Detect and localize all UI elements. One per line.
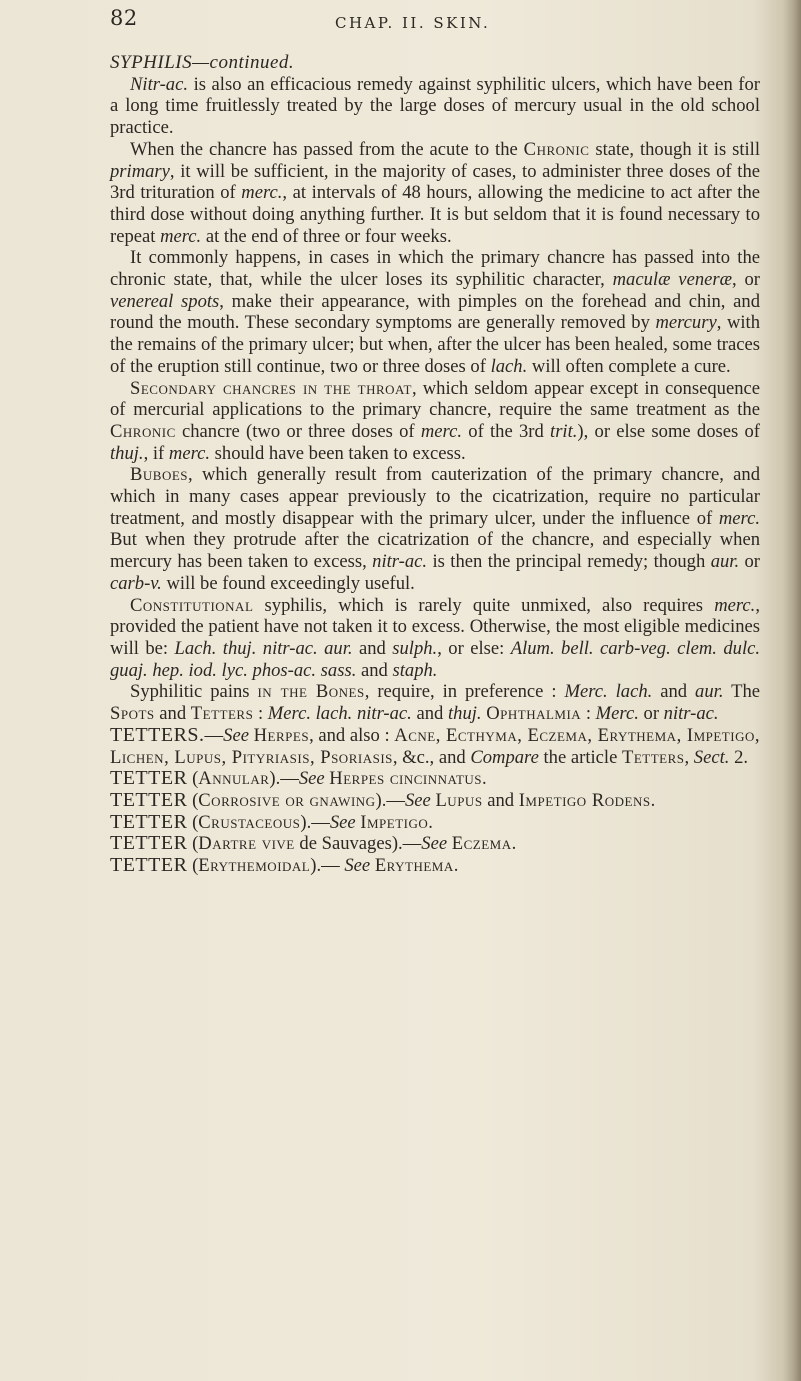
text-run: , make their appearance, with pimples on the forehead and chin, and round the mouth. These secondary symptoms are generally removed by: [110, 290, 760, 334]
text-run: , which generally result from cauterization of the primary chancre, and which in many cases appear previously to the cicatrization, require no particular treatment, and mostly disappear with the primary ulcer, under the influence of: [110, 464, 760, 529]
italic-run: Compare: [470, 746, 539, 768]
text-run: and: [652, 681, 696, 703]
italic-run: thuj.: [110, 442, 144, 464]
page-edge-shadow: [783, 0, 801, 1381]
text-run: ), or else some doses of: [577, 420, 760, 442]
italic-run: maculæ veneræ: [612, 269, 733, 291]
entry-headword: TETTERS.: [110, 723, 205, 746]
small-caps-run: Tetters: [621, 746, 685, 768]
paragraph: [110, 464, 760, 594]
small-caps-run: Corrosive or gnawing: [198, 789, 376, 811]
text-run: :: [253, 703, 268, 725]
text-run: —: [204, 724, 224, 746]
text-run: It commonly happens, in cases in which the primary chancre has passed into the chronic state, that, while the ulcer loses its syphilitic character,: [110, 247, 760, 291]
text-run: state, though it is still: [589, 138, 760, 160]
text-run: , or: [732, 269, 760, 291]
italic-run: See: [344, 855, 371, 877]
italic-run: nitr-ac.: [663, 703, 719, 725]
italic-run: Lach. thuj. nitr-ac. aur.: [174, 637, 353, 659]
italic-run: Nitr-ac.: [130, 73, 188, 95]
italic-run: merc.: [160, 225, 202, 247]
text-run: syphilis, which is rarely quite unmixed, also requires: [253, 594, 715, 616]
text-run: .: [482, 768, 487, 790]
paragraph: [110, 74, 760, 139]
italic-run: Merc. lach.: [564, 681, 653, 703]
italic-run: Merc.: [595, 703, 639, 725]
small-caps-run: Acne, Ecthyma, Eczema, Erythema, Impetigo, Lichen, Lupus, Pityriasis, Psoriasis: [110, 724, 760, 768]
text-run: When the chancre has passed from the acute to the: [130, 138, 524, 160]
text-run: and: [411, 703, 448, 725]
small-caps-run: Erythemoidal: [198, 855, 311, 877]
tetter-entry: [110, 790, 760, 812]
paragraph: [110, 247, 760, 377]
italic-run: merc.: [420, 420, 463, 442]
text-run: , at intervals of 48 hours, allowing the medicine to act after the third dose without doing anything further. It is but seldom that it is found necessary to repeat: [110, 182, 760, 247]
text-run: ).—: [375, 789, 405, 811]
small-caps-run: Annular: [198, 768, 270, 790]
text-run: de Sauvages).—: [294, 833, 422, 855]
italic-run: aur.: [710, 551, 740, 573]
text-run: should have been taken to excess.: [210, 442, 466, 464]
italic-run: Alum. bell. carb-veg. clem. dulc. guaj. hep. iod. lyc. phos-ac. sass.: [110, 637, 761, 681]
italic-run: lach.: [490, 355, 528, 377]
text-run: is then the principal remedy; though: [427, 551, 711, 573]
paragraph-list: [110, 74, 760, 725]
text-run: is also an efficacious remedy against syphilitic ulcers, which have been for a long time fruitlessly treated by the large doses of mercury usual in the old school practice.: [110, 73, 760, 139]
italic-run: See: [404, 789, 431, 811]
text-run: :: [581, 703, 596, 725]
text-run: and: [482, 789, 519, 811]
entry-headword: TETTER: [110, 810, 188, 833]
text-run: the article: [538, 746, 622, 768]
text-run: , require, in preference :: [364, 681, 565, 703]
entry-headword: TETTER: [110, 788, 188, 811]
text-run: will often complete a cure.: [527, 355, 731, 377]
italic-run: primary: [110, 160, 170, 182]
italic-run: merc.: [168, 442, 211, 464]
small-caps-run: Impetigo: [360, 811, 429, 833]
italic-run: Sect.: [693, 746, 730, 768]
small-caps-run: Impetigo Rodens: [518, 789, 651, 811]
text-run: or: [638, 703, 664, 725]
italic-run: See: [298, 768, 325, 790]
entry-headword: TETTER: [110, 832, 188, 855]
small-caps-run: Secondary chancres in the throat: [130, 377, 412, 399]
text-run: , or else:: [437, 637, 511, 659]
page-number: 82: [110, 6, 138, 30]
tetter-entry: [110, 768, 760, 790]
text-run: ).—: [300, 811, 330, 833]
text-run: The: [723, 681, 760, 703]
small-caps-run: Constitutional: [130, 594, 254, 616]
text-run: ).—: [269, 768, 299, 790]
italic-run: thuj.: [447, 703, 482, 725]
text-run: and: [352, 637, 393, 659]
tetter-entry: [110, 833, 760, 855]
text-run: of the 3rd: [462, 420, 551, 442]
body-text: [110, 52, 760, 877]
italic-run: merc.: [718, 507, 760, 529]
text-run: (: [187, 811, 199, 833]
text-run: But when they protrude after the cicatrization of the chancre, and especially when mercury has been taken to excess,: [110, 529, 760, 573]
italic-run: sulph.: [392, 637, 438, 659]
text-run: and: [154, 703, 191, 725]
small-caps-run: Spots: [110, 703, 155, 725]
text-run: (: [187, 789, 199, 811]
text-run: (: [187, 855, 199, 877]
text-run: 2.: [729, 746, 749, 768]
italic-run: mercury: [655, 312, 717, 334]
entry-headword: TETTER: [110, 854, 188, 877]
text-run: , and also :: [309, 724, 395, 746]
small-caps-run: Buboes: [130, 464, 189, 486]
italic-run: merc.: [241, 182, 283, 204]
text-run: .: [453, 855, 459, 877]
italic-run: aur.: [695, 681, 724, 703]
italic-run: carb-v.: [110, 572, 162, 594]
tetter-entry: [110, 855, 760, 877]
small-caps-run: in the Bones: [257, 681, 365, 703]
section-title: SYPHILIS—continued.: [110, 52, 295, 73]
tetter-entry: [110, 725, 760, 768]
text-run: , which seldom appear except in consequence of mercurial applications to the primary chancre, require the same treatment as the: [110, 377, 760, 421]
small-caps-run: Chronic: [523, 138, 590, 160]
paragraph: [110, 681, 760, 724]
small-caps-run: Lupus: [435, 789, 483, 811]
italic-run: Merc. lach. nitr-ac.: [267, 703, 412, 725]
italic-run: See: [223, 724, 249, 746]
small-caps-run: Erythema: [374, 855, 454, 877]
text-run: and: [356, 659, 393, 681]
small-caps-run: Herpes: [253, 724, 310, 746]
text-run: ).—: [310, 855, 345, 877]
italic-run: nitr-ac.: [372, 551, 428, 573]
paragraph: [110, 139, 760, 248]
text-run: , if: [143, 442, 169, 464]
text-run: , provided the patient have not taken it to excess. Otherwise, the most eligible medicines will be:: [110, 594, 760, 659]
small-caps-run: Tetters: [190, 703, 254, 725]
small-caps-run: Crustaceous: [198, 811, 301, 833]
text-run: , &c., and: [392, 746, 471, 768]
text-run: (: [187, 833, 199, 855]
text-run: .: [650, 789, 656, 811]
text-run: (: [187, 768, 199, 790]
text-run: or: [739, 551, 761, 573]
tetter-entry-list: [110, 725, 760, 877]
text-run: ,: [684, 746, 694, 768]
running-head: CHAP. II. SKIN.: [335, 14, 491, 32]
small-caps-run: Ophthalmia: [486, 703, 582, 725]
small-caps-run: Dartre vive: [198, 833, 295, 855]
small-caps-run: Herpes cincinnatus: [329, 768, 483, 790]
text-run: .: [511, 833, 517, 855]
small-caps-run: Eczema: [451, 833, 512, 855]
paragraph: [110, 595, 760, 682]
paragraph: [110, 378, 760, 465]
text-run: , with the remains of the primary ulcer; but when, after the ulcer has been healed, some traces of the eruption still continue, two or three doses of: [110, 312, 761, 377]
text-run: , it will be sufficient, in the majority of cases, to administer three doses of the 3rd trituration of: [110, 160, 760, 204]
text-run: .: [428, 811, 433, 833]
italic-run: See: [421, 833, 448, 855]
text-run: Syphilitic pains: [130, 681, 258, 703]
italic-run: staph.: [392, 659, 438, 681]
italic-run: merc.: [714, 594, 756, 616]
entry-headword: TETTER: [110, 767, 188, 790]
text-run: will be found exceedingly useful.: [161, 572, 415, 594]
text-run: chancre (two or three doses of: [175, 420, 421, 442]
italic-run: trit.: [550, 420, 578, 442]
italic-run: See: [329, 811, 356, 833]
small-caps-run: Chronic: [110, 420, 176, 442]
tetter-entry: [110, 812, 760, 834]
italic-run: venereal spots: [110, 290, 220, 312]
text-run: at the end of three or four weeks.: [201, 225, 452, 247]
